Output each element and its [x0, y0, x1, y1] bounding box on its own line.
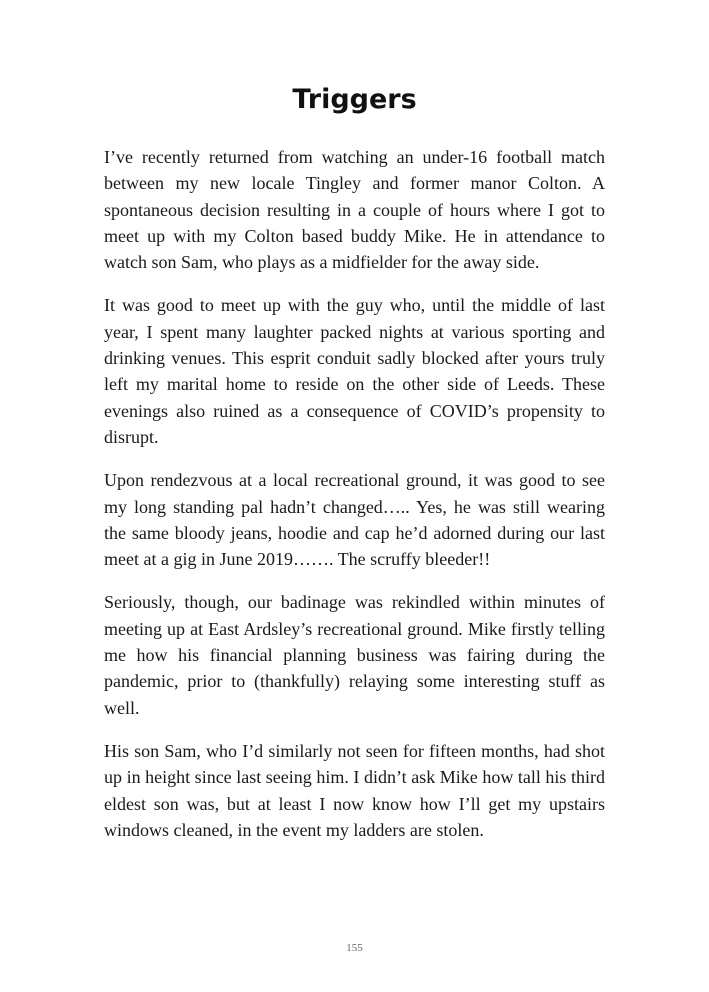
paragraph: It was good to meet up with the guy who, until the middle of last year, I spent many laughter packed nights at various sporting and drinking venues. This esprit conduit sadly blocked after yours truly left my marital home to reside on the other side of Leeds. These evenings also ruined as a consequence of COVID’s propensity to disrupt.: [104, 295, 605, 447]
paragraph: Seriously, though, our badinage was rekindled within minutes of meeting up at East Ardsley’s recreational ground. Mike firstly telling me how his financial planning business was fairing during the pandemic, prior to (thankfully) relaying some interesting stuff as well.: [104, 592, 605, 718]
paragraph: His son Sam, who I’d similarly not seen for fifteen months, had shot up in height since last seeing him. I didn’t ask Mike how tall his third eldest son was, but at least I now know how I’ll get my upstairs windows cleaned, in the event my ladders are stolen.: [104, 740, 605, 840]
chapter-body: [104, 144, 605, 860]
chapter-title: Triggers: [292, 84, 417, 115]
page-number: 155: [346, 942, 363, 954]
paragraph: Upon rendezvous at a local recreational ground, it was good to see my long standing pal hadn’t changed….. Yes, he was still wearing the same bloody jeans, hoodie and cap he’d adorned during our last meet at a gig in June 2019……. The scruffy bleeder!!: [104, 470, 605, 570]
paragraph: I’ve recently returned from watching an under-16 football match between my new locale Tingley and former manor Colton. A spontaneous decision resulting in a couple of hours where I got to meet up with my Colton based buddy Mike. He in attendance to watch son Sam, who plays as a midfielder for the away side.: [104, 147, 605, 273]
